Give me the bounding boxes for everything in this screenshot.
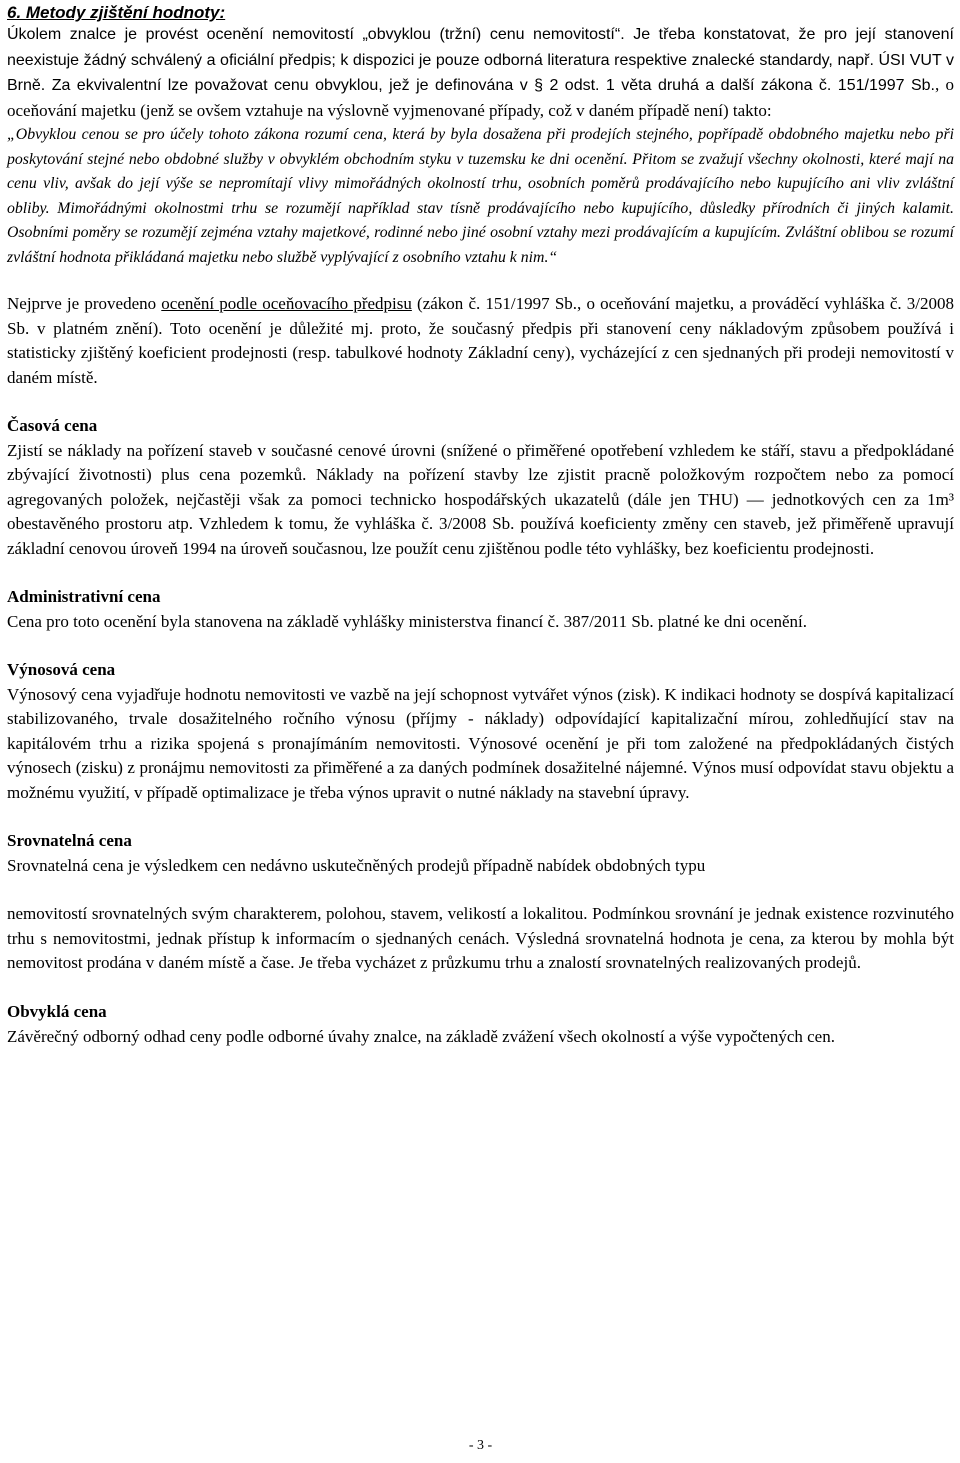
section-heading-block (7, 2, 954, 24)
obvykla-title: Obvyklá cena (7, 1002, 107, 1021)
legal-quote: „Obvyklou cenou se pro účely tohoto zákona rozumí cena, která by byla dosažena při prodejích stejného, popřípadě obdobného majetku nebo při poskytování stejné nebo obdobné služby v obvyklém obchodním styku v tuzemsku ke dni ocenění. Přitom se zvažují všechny okolnosti, které mají na cenu vliv, avšak do její výše se nepromítají vlivy mimořádných okolností trhu, osobních poměrů prodávajícího nebo kupujícího ani vliv zvláštní obliby. Mimořádnými okolnostmi trhu se rozumějí například stav tísně prodávajícího nebo kupujícího, důsledky přírodních či jiných kalamit. Osobními poměry se rozumějí zejména vztahy majetkové, rodinné nebo jiné osobní vztahy mezi prodávajícím a kupujícím. Zvláštní oblibou se rozumí zvláštní hodnota přikládaná majetku nebo službě vyplývající z osobního vztahu k nim.“ (7, 126, 954, 266)
admin-block (7, 585, 954, 634)
srovn-block-2 (7, 902, 954, 976)
srovn-text-2: nemovitostí srovnatelných svým charakterem, polohou, stavem, velikostí a lokalitou. Podmínkou srovnání je jednak existence rozvinutého trhu s nemovitostmi, jednak přístup k informacím o sjednaných cenách. Výsledná srovnatelná hodnota je cena, za kterou by mohla být nemovitost prodána v daném místě a čase. Je třeba vycházet z průzkumu trhu a znalostí srovnatelných realizovaných prodejů. (7, 904, 954, 972)
page-number: - 3 - (468, 1438, 493, 1453)
intro-sentence-2: Za ekvivalentní lze považovat cenu obvyklou, jež je definována v § 2 odst. 1 věta druhá a další zákona č. 151/1997 Sb. (45, 77, 935, 94)
intro-sentence-1: Úkolem znalce je provést ocenění nemovitostí „obvyklou (tržní) cenu nemovitostí“. Je třeba konstatovat, že pro její stanovení neexistuje žádný schválený a oficiální předpis; k dispozici je pouze odborná literatura respektive znalecké standardy, např. ÚSI VUT v Brně. (7, 26, 954, 94)
vynos-block (7, 658, 954, 805)
predpis-paragraph (7, 292, 954, 390)
section-title: 6. Metody zjištění hodnoty: (7, 3, 226, 22)
casova-text: Zjistí se náklady na pořízení staveb v současné cenové úrovni (snížené o přiměřené opotřebení vzhledem ke stáří, stavu a předpokládané zbývající životnosti) plus cena pozemků. Náklady na pořízení stavby lze zjistit pracně položkovým rozpočtem nebo za pomocí agregovaných položek, nejčastěji však za pomoci technicko hospodářských ukazatelů (dále jen THU) — jednotkových cen za 1m³ obestavěného prostoru atp. Vzhledem k tomu, že vyhláška č. 3/2008 Sb. používá koeficienty změny cen staveb, jež přiměřeně upravují základní cenovou úroveň 1994 na úroveň současnou, lze použít cenu zjištěnou podle této vyhlášky, bez koeficientu prodejnosti. (7, 440, 954, 558)
srovn-text-1: Srovnatelná cena je výsledkem cen nedávno uskutečněných prodejů případně nabídek obdobných typu (7, 855, 706, 875)
casova-block (7, 414, 954, 561)
predpis-block (7, 292, 954, 390)
obvykla-block (7, 1000, 954, 1049)
predpis-pre: Nejprve je provedeno (7, 294, 162, 313)
predpis-post: (zákon č. 151/1997 Sb., o oceňování majetku, a prováděcí vyhláška č. 3/2008 Sb. v platném znění). Toto ocenění je důležité mj. proto, že současný předpis při stanovení ceny nákladovým způsobem používá i statisticky zjištěný koeficient prodejnosti (resp. tabulkové hodnoty Základní ceny), vycházející z cen sjednaných při prodeji nemovitostí v daném místě. (7, 294, 955, 387)
obvykla-text: Závěrečný odborný odhad ceny podle odborné úvahy znalce, na základě zvážení všech okolností a výše vypočtených cen. (7, 1026, 835, 1046)
srovn-title: Srovnatelná cena (7, 831, 132, 850)
admin-text: Cena pro toto ocenění byla stanovena na základě vyhlášky ministerstva financí č. 387/2011 Sb. platné ke dni ocenění. (7, 611, 808, 631)
intro-block (7, 22, 954, 270)
predpis-underlined: ocenění podle oceňovacího předpisu (161, 294, 412, 313)
intro-sentence-3: , o oceňování majetku (jenž se ovšem vztahuje na výslovně vyjmenované případy, což v daném případě není) takto: (7, 75, 954, 120)
casova-title: Časová cena (7, 416, 98, 435)
intro-paragraph (7, 22, 954, 123)
srovn-block (7, 829, 954, 878)
vynos-title: Výnosová cena (7, 660, 116, 679)
admin-title: Administrativní cena (7, 587, 161, 606)
vynos-text: Výnosový cena vyjadřuje hodnotu nemovitosti ve vazbě na její schopnost vytvářet výnos (zisk). K indikaci hodnoty se dospívá kapitalizací stabilizovaného, trvale dosažitelného ročního výnosu (příjmy - náklady) odpovídající kapitalizační mírou, zohledňující stav na kapitálovém trhu a rizika spojená s pronajímáním nemovitosti. Výnosové ocenění je při tom založené na předpokládaných čistých výnosech (zisku) z pronájmu nemovitosti za přiměřené a za daných podmínek dosažitelné nájemné. Výnos musí odpovídat stavu objektu a možnému využití, v případě optimalizace je třeba výnos upravit o nutné náklady na stavební úpravy. (7, 684, 954, 802)
